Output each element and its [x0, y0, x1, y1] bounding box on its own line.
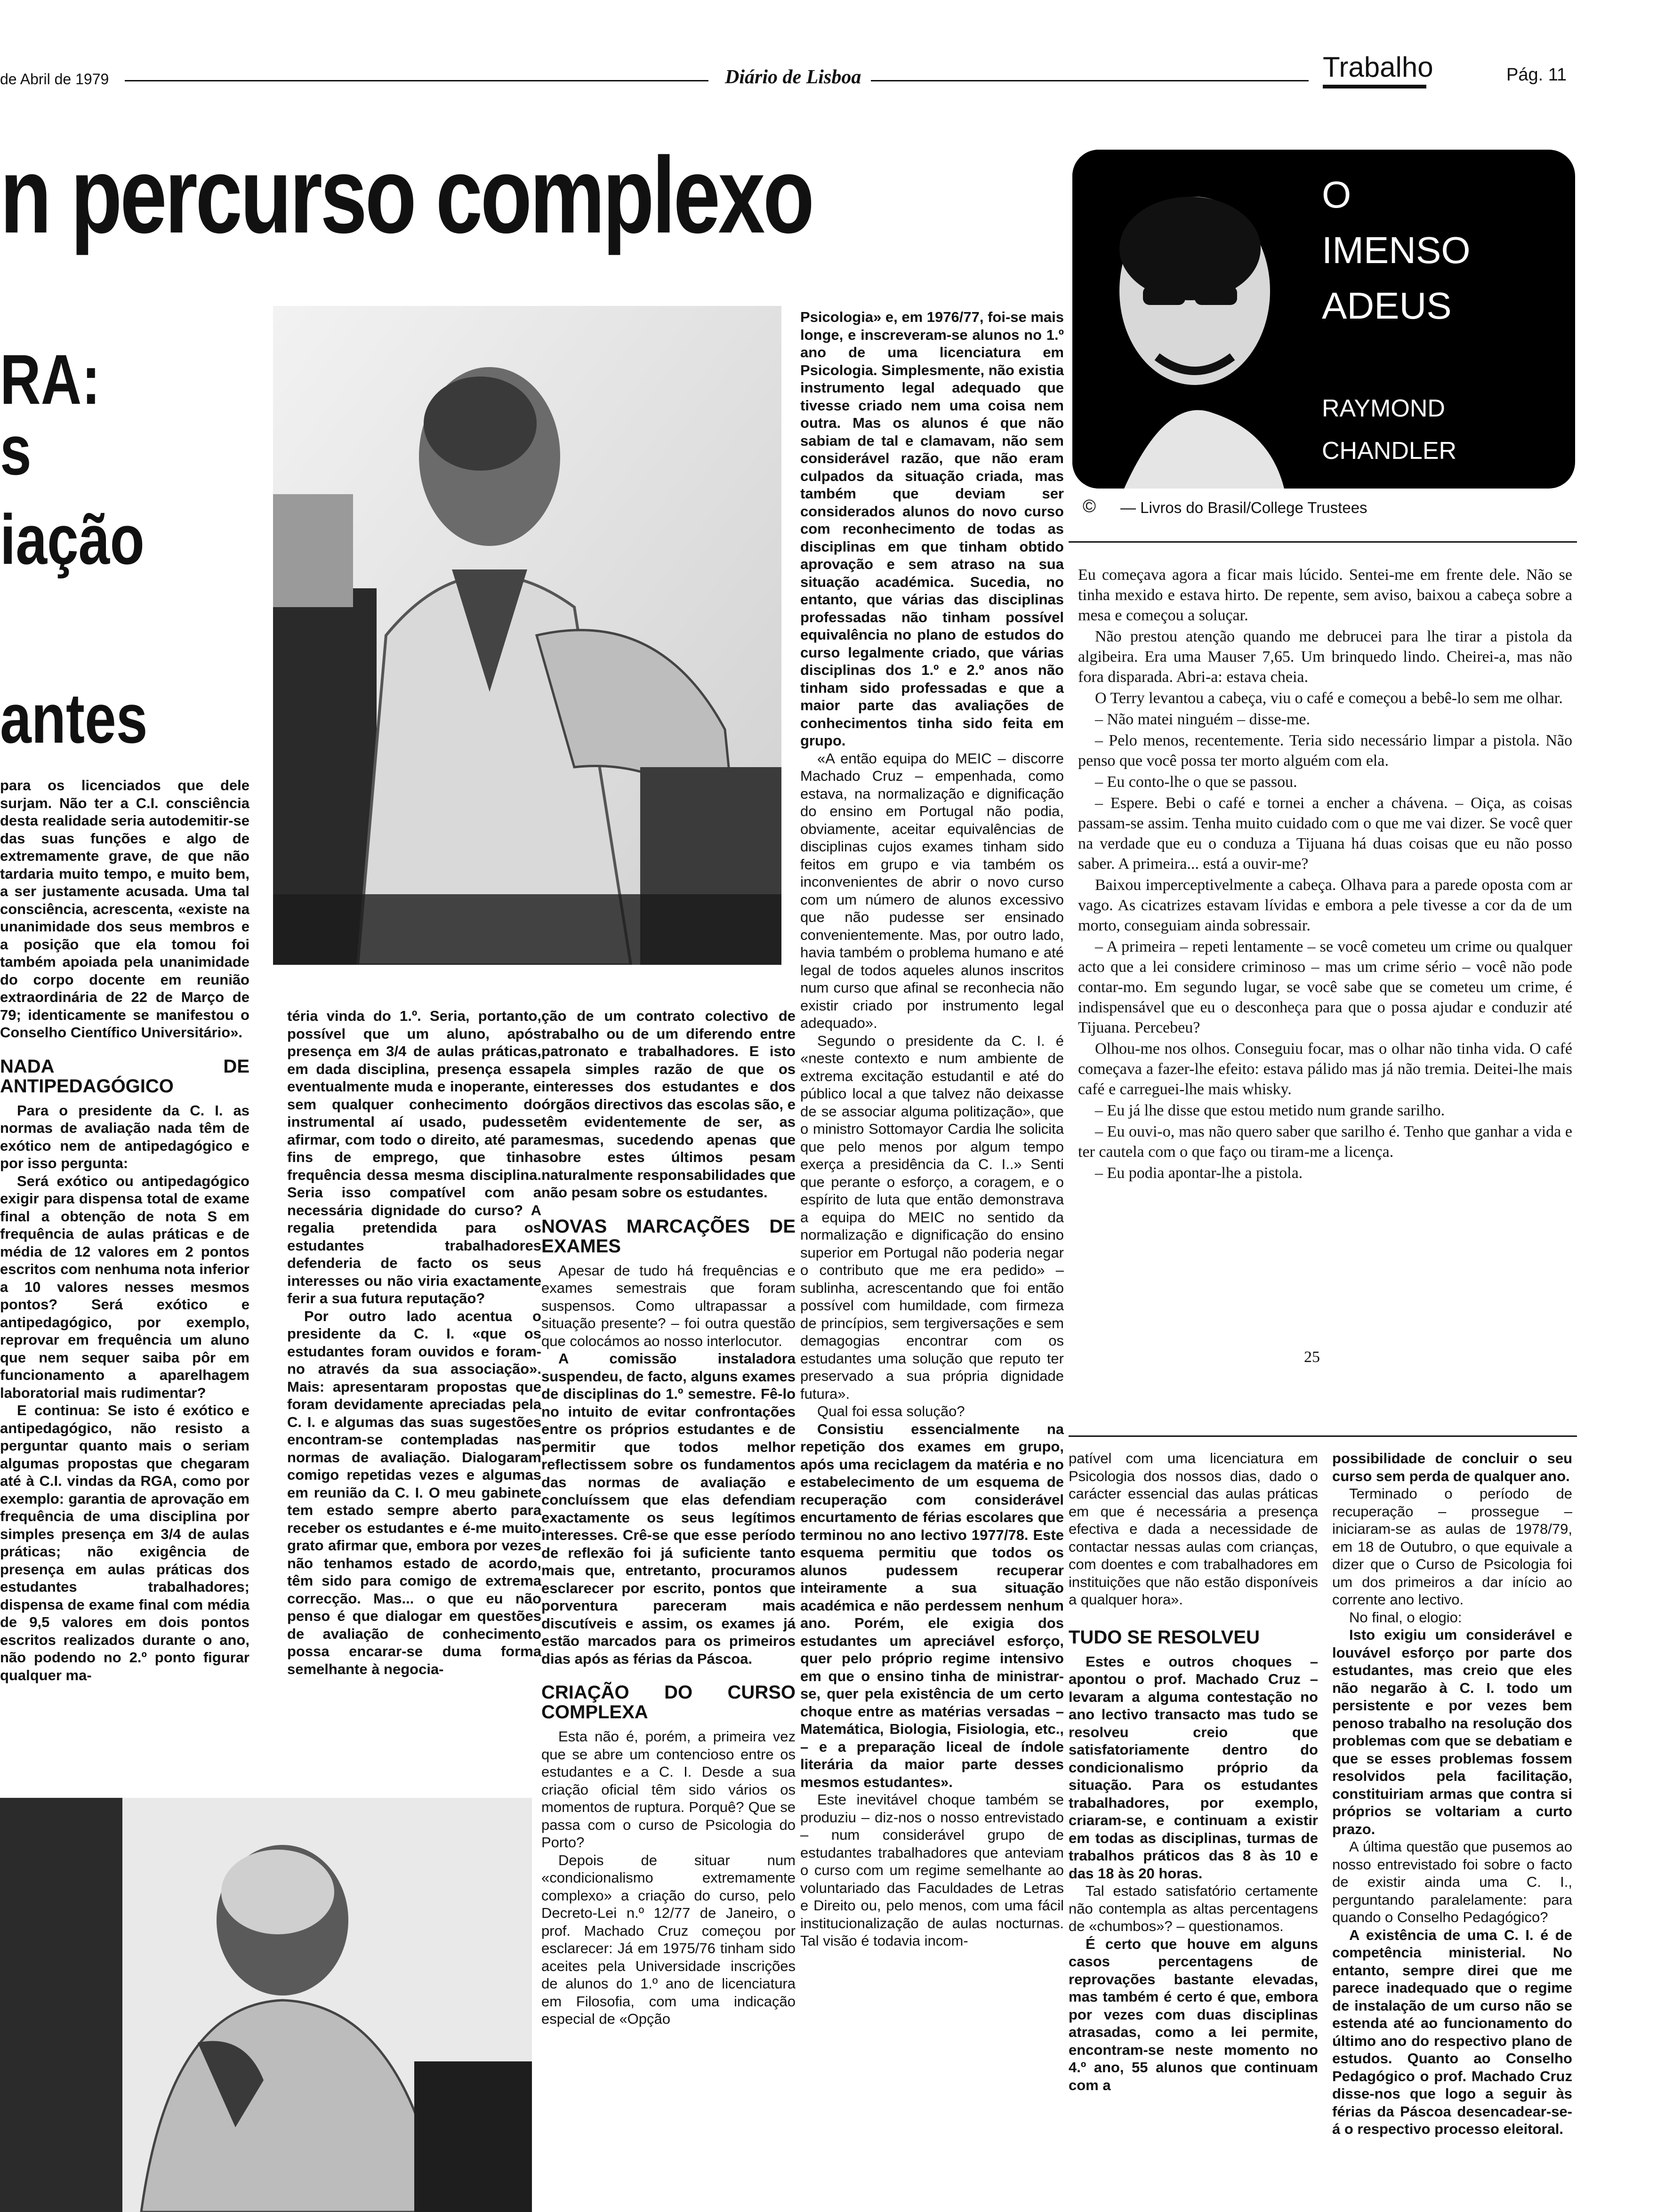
headline: n percurso complexo — [0, 135, 812, 256]
page-number: Pág. 11 — [1506, 65, 1567, 85]
section-heading: TUDO SE RESOLVEU — [1069, 1627, 1260, 1648]
paragraph: É certo que houve em alguns casos percentagens de reprovações bastante elevadas, mas também é certo é que, embora por vezes com duas disciplinas atrasadas, como a lei permite, encontram-se neste momento no 4.º ano, 55 alunos que continuam com a — [1069, 1935, 1318, 2093]
section-title: Trabalho — [1323, 51, 1433, 83]
paragraph: Tal estado satisfatório certamente não contempla as altas percentagens de «chumbos»? – questionamos. — [1069, 1883, 1318, 1934]
paragraph: Baixou imperceptivelmente a cabeça. Olhava para a parede oposta com ar vago. As cicatrizes estavam lívidas e embora a pele tivesse a cor da de um morto, conseguiam ainda sobressair. — [1078, 876, 1572, 934]
paragraph: Para o presidente da C. I. as normas de avaliação nada têm de exótico nem de antipedagógico e por isso pergunta: — [0, 1102, 249, 1171]
paragraph: ção de um contrato colectivo de trabalho ou de um diferendo entre patronato e trabalhadores. E isto pela simples razão de que os interesses dos estudantes e dos órgãos directivos das escolas são, e têm evidentemente de ser, as mesmas, sucedendo apenas que sobre estes últimos pesam naturalmente responsabilidades que não pesam sobre os estudantes. — [541, 1008, 796, 1201]
paragraph: Estes e outros choques – apontou o prof. Machado Cruz – levaram a alguma contestação no ano lectivo transacto mas tudo se resolveu creio que satisfatoriamente dentro do condicionalismo próprio da situação. Para os estudantes trabalhadores, por exemplo, criaram-se, e continuam a existir em todas as disciplinas, turmas de trabalhos práticos das 8 às 10 e das 18 às 20 horas. — [1069, 1653, 1318, 1882]
header-date: de Abril de 1979 — [0, 71, 109, 88]
book-title-imenso: IMENSO — [1322, 229, 1471, 271]
paragraph: – Eu podia apontar-lhe a pistola. — [1095, 1164, 1303, 1182]
paragraph: para os licenciados que dele surjam. Não ter a C.I. consciência desta realidade seria autodemitir-se das suas funções e algo de extremamente grave, de que não tardaria muito tempo, e muito bem, a ser justamente acusada. Uma tal consciência, acrescenta, «existe na unanimidade dos seus membros e a posição que ela tomou foi também apoiada pela unanimidade do corpo docente em reunião extraordinária de 22 de Março de 79; identicamente se manifestou o Conselho Científico Universitário». — [0, 777, 249, 1041]
paragraph: Não prestou atenção quando me debrucei para lhe tirar a pistola da algibeira. Era uma Mauser 7,65. Um brinquedo lindo. Cheirei-a, mas não fora disparada. Abri-a: estava cheia. — [1078, 628, 1572, 686]
header-rule-right — [871, 80, 1309, 81]
section-heading: NOVAS MARCAÇÕES DE EXAMES — [541, 1216, 796, 1257]
book-box-rule — [1069, 541, 1577, 543]
excerpt-page-number: 25 — [1304, 1348, 1320, 1366]
paragraph: «A então equipa do MEIC – discorre Machado Cruz – empenhada, como estava, na normalização e dignificação do ensino em Portugal não podia, obviamente, aceitar equivalências de disciplinas cujos exames tinham sido feitos em grupo e via também os inconvenientes de abrir o novo curso com um número de alunos excessivo que não pudesse ser ensinado convenientemente. Mas, por outro lado, havia também o problema humano e até legal de todos aqueles alunos inscritos num curso que afinal se reconhecia não existir criado por instrumento legal adequado». — [800, 750, 1064, 1031]
section-underline — [1323, 85, 1426, 88]
book-title-o: O — [1322, 174, 1351, 216]
column-d — [800, 308, 1064, 1950]
copyright-symbol: © — [1083, 497, 1096, 516]
paragraph: No final, o elogio: — [1349, 1609, 1462, 1626]
column-e — [1069, 1450, 1318, 2094]
subhead-line-2: s — [0, 410, 32, 489]
paragraph: – Eu ouvi-o, mas não quero saber que sarilho é. Tenho que ganhar a vida e ter cautela com o que faço ou tiram-me a licença. — [1078, 1123, 1572, 1161]
paragraph: Eu começava agora a ficar mais lúcido. Sentei-me em frente dele. Não se tinha mexido e estava hirto. De repente, sem aviso, baixou a cabeça sobre a mesa e começou a soluçar. — [1078, 566, 1572, 624]
masthead: Diário de Lisboa — [725, 66, 861, 88]
column-b — [287, 1007, 541, 1678]
header-rule-left — [125, 80, 708, 81]
paragraph: Psicologia» e, em 1976/77, foi-se mais longe, e inscreveram-se alunos no 1.º ano de uma licenciatura em Psicologia. Simplesmente, não existia instrumento legal adequado que tivesse criado nem uma coisa nem outra. Mas os alunos é que não sabiam de tal e clamavam, não sem considerável razão, que não eram culpados da situação criada, mas também que deviam ser considerados alunos do novo curso com reconhecimento de todas as disciplinas em que tinham obtido aprovação e sem atraso na sua situação académica. Sucedia, no entanto, que várias das disciplinas professadas não tinham possível equivalência no plano de estudos do curso legalmente criado, que várias disciplinas dos 1.º e 2.º anos não tinham sido professadas e que a maior parte das avaliações de conhecimentos tinha sido feita em grupo. — [800, 309, 1064, 749]
paragraph: – A primeira – repeti lentamente – se você cometeu um crime ou qualquer acto que a lei considere criminoso – mas um crime sério – você não pode contar-mo. Em segundo lugar, se você sabe que se cometeu um crime, é indispensável que eu o desconheça para que o possa ajudar e conduzir até Tijuana. Percebeu? — [1078, 938, 1572, 1036]
copyright-line: — Livros do Brasil/College Trustees — [1120, 499, 1367, 516]
chandler-portrait-icon — [1072, 150, 1317, 489]
paragraph: Apesar de tudo há frequências e exames semestrais que foram suspensos. Como ultrapassar a situação presente? – foi outra questão que colocámos ao nosso interlocutor. — [541, 1262, 796, 1349]
paragraph: Terminado o período de recuperação – prossegue – iniciaram-se as aulas de 1978/79, em 18 de Outubro, o que equivale a dizer que o Curso de Psicologia foi um dos primeiros a dar início ao corrente ano lectivo. — [1332, 1485, 1572, 1608]
paragraph: A comissão instaladora suspendeu, de facto, alguns exames de disciplinas do 1.º semestre. Fê-lo no intuito de evitar confrontações entre os próprios estudantes e de permitir que todos melhor reflectissem sobre os fundamentos das normas de avaliação e concluíssem que elas defendiam exactamente os seus legítimos interesses. Crê-se que esse período de reflexão foi já suficiente tanto mais que, entretanto, procuramos esclarecer por escrito, pontos que porventura pareceram mais discutíveis e assim, os exames já estão marcados para os primeiros dias após as férias da Páscoa. — [541, 1350, 796, 1667]
paragraph: possibilidade de concluir o seu curso sem perda de qualquer ano. — [1332, 1450, 1572, 1484]
book-author-first: RAYMOND — [1322, 395, 1445, 422]
paragraph: O Terry levantou a cabeça, viu o café e começou a bebê-lo sem me olhar. — [1095, 689, 1563, 707]
book-title-adeus: ADEUS — [1322, 285, 1452, 327]
paragraph: Por outro lado acentua o presidente da C. I. «que os estudantes foram ouvidos e foram-no através da sua associação». Mais: apresentaram propostas que foram devidamente apreciadas pela C. I. e algumas das suas sugestões encontram-se contempladas nas normas de avaliação. Dialogaram comigo repetidas vezes e algumas em reunião da C. I. O meu gabinete tem estado sempre aberto para receber os estudantes e é-me muito grato afirmar que, embora por vezes não tenhamos estado de acordo, têm sido para comigo de extrema correcção. Mas... o que eu não penso é que dialogar em questões de avaliação de conhecimento possa encarar-se duma forma semelhante à negocia- — [287, 1307, 541, 1677]
book-cover-box — [1072, 150, 1575, 489]
second-photo — [0, 1798, 532, 2212]
paragraph: Será exótico ou antipedagógico exigir para dispensa total de exame final a obtenção de nota S em frequência de aulas práticas e de média de 12 valores em 2 pontos escritos com nenhuma nota inferior a 10 valores nesses mesmos pontos? Será exótico e antipedagógico, por exemplo, reprovar em frequência um aluno que nem sequer saiba pôr em funcionamento a aparelhagem laboratorial mais rudimentar? — [0, 1172, 249, 1401]
section-heading: NADA DE ANTIPEDAGÓGICO — [0, 1056, 249, 1097]
paragraph: Depois de situar num «condicionalismo extremamente complexo» a criação do curso, pelo Decreto-Lei n.º 12/77 de Janeiro, o prof. Machado Cruz começou por esclarecer: Já em 1975/76 tinham sido aceites pela Universidade inscrições de alunos do 1.º ano de licenciatura em Filosofia, com uma indicação especial de «Opção — [541, 1851, 796, 2027]
paragraph: Este inevitável choque também se produziu – diz-nos o nosso entrevistado – num considerável grupo de estudantes trabalhadores que anteviam o curso com um regime semelhante ao voluntariado das Faculdades de Letras e Direito ou, pelo menos, com uma fácil institucionalização de aulas nocturnas. Tal visão é todavia incom- — [800, 1791, 1064, 1949]
paragraph: – Pelo menos, recentemente. Teria sido necessário limpar a pistola. Não penso que você possa ter morto alguém com ela. — [1078, 732, 1572, 769]
paragraph: téria vinda do 1.º. Seria, portanto, possível que um aluno, após presença em 3/4 de aulas práticas, em dada disciplina, presença essa eventualmente muda e inoperante, e sem qualquer conhecimento do instrumental aí usado, pudesse afirmar, com todo o direito, até para fins de emprego, que tinha frequência dessa mesma disciplina. Seria isso compatível com a necessária dignidade do curso? A regalia pretendida para os estudantes trabalhadores defenderia de facto os seus interesses ou não viria exactamente ferir a sua futura reputação? — [287, 1008, 541, 1306]
paragraph: – Espere. Bebi o café e tornei a encher a chávena. – Oiça, as coisas passam-se assim. Tenha muito cuidado com o que me vai dizer. Se você quer na verdade que eu o conduza a Tijuana há duas coisas que eu não posso saber. A primeira... está a ouvir-me? — [1078, 794, 1572, 873]
paragraph: Qual foi essa solução? — [817, 1403, 965, 1419]
subhead-line-3: iação — [0, 500, 145, 579]
paragraph: – Eu conto-lhe o que se passou. — [1095, 773, 1297, 791]
column-c — [541, 1007, 796, 2028]
column-f — [1332, 1450, 1572, 2138]
paragraph: Esta não é, porém, a primeira vez que se abre um contencioso entre os estudantes e a C. I. Desde a sua criação oficial têm sido vários os momentos de ruptura. Porquê? Que se passa com o curso de Psicologia do Porto? — [541, 1728, 796, 1851]
paragraph: E continua: Se isto é exótico e antipedagógico, não resisto a perguntar quanto mais o seriam algumas propostas que chegaram até à C.I. vindas da RGA, como por exemplo: garantia de aprovação em frequência de uma disciplina por simples presença em 3/4 de aulas práticas; não exigência de presença em aulas práticas dos estudantes trabalhadores; dispensa de exame final com média de 9,5 valores em dois pontos escritos realizados durante o ano, não podendo no 2.º ponto figurar qualquer ma- — [0, 1402, 249, 1683]
portrait-photo — [273, 306, 781, 965]
paragraph: Isto exigiu um considerável e louvável esforço por parte dos estudantes, mas creio que eles não negarão à C. I. todo um persistente e por vezes bem penoso trabalho na resolução dos problemas com que se debatiam e que se esses problemas fossem resolvidos pela facilitação, constituiriam armas que contra si próprios se voltariam a curto prazo. — [1332, 1627, 1572, 1837]
paragraph: Consistiu essencialmente na repetição dos exames em grupo, após uma reciclagem da matéria e no estabelecimento de um esquema de recuperação com considerável encurtamento de férias escolares que terminou no ano lectivo 1977/78. Este esquema permitiu que todos os alunos pudessem recuperar inteiramente a sua situação académica e não perdessem nenhum ano. Porém, ele exigia dos estudantes um apreciável esforço, quer pelo próprio regime intensivo em que o ensino tinha de ministrar-se, quer pela existência de um certo choque entre as matérias versadas – Matemática, Biologia, Fisiologia, etc., – e a preparação liceal de índole literária da maior parte desses mesmos estudantes». — [800, 1420, 1064, 1790]
paragraph: Segundo o presidente da C. I. é «neste contexto e num ambiente de extrema excitação estudantil e até do público local a que talvez não deixasse de se associar alguma politização», que o ministro Sottomayor Cardia lhe solicita que pelo menos por algum tempo exerça a presidência da C. I..» Senti que perante o esforço, a coragem, e o espírito de luta que então demonstrava a equipa do MEIC no sentido da normalização e dignificação do ensino superior em Portugal não poderia negar o contributo que me era pedido» – sublinha, acrescentando que foi então possível com humildade, com firmeza de princípios, sem tergiversações e sem demagogias encontrar com os estudantes uma solução que reputo ter preservado a sua própria dignidade futura». — [800, 1032, 1064, 1402]
excerpt-bottom-rule — [1069, 1435, 1577, 1437]
column-a — [0, 777, 249, 1684]
book-author-last: CHANDLER — [1322, 437, 1457, 465]
novel-excerpt — [1078, 565, 1572, 1184]
paragraph: A existência de uma C. I. é de competência ministerial. No entanto, sempre direi que me parece inadequado que o regime de instalação de um curso não se estenda até ao funcionamento do último ano do respectivo plano de estudos. Quanto ao Conselho Pedagógico o prof. Machado Cruz disse-nos que logo a seguir às férias da Páscoa desencadear-se-á o respectivo processo eleitoral. — [1332, 1926, 1572, 2137]
paragraph: patível com uma licenciatura em Psicologia dos nossos dias, dado o carácter essencial das aulas práticas em que é necessária a presença efectiva e dada a necessidade de contactar nessas aulas com crianças, com doentes e com trabalhadores em instituições que não estão disponíveis a qualquer hora». — [1069, 1450, 1318, 1608]
section-heading: CRIAÇÃO DO CURSO COMPLEXA — [541, 1682, 796, 1723]
subhead-line-1: RA: — [0, 340, 101, 419]
paragraph: – Não matei ninguém – disse-me. — [1095, 711, 1311, 728]
paragraph: – Eu já lhe disse que estou metido num grande sarilho. — [1095, 1102, 1445, 1119]
paragraph: Olhou-me nos olhos. Conseguiu focar, mas o olhar não tinha vida. O café começava a fazer-lhe efeito: estava pálido mas já não tremia. Deitei-lhe mais café e carreguei-lhe mais whisky. — [1078, 1040, 1572, 1098]
paragraph: A última questão que pusemos ao nosso entrevistado foi sobre o facto de existir ainda uma C. I., perguntando paralelamente: para quando o Conselho Pedagógico? — [1332, 1838, 1572, 1925]
subhead-line-4: antes — [0, 679, 148, 758]
